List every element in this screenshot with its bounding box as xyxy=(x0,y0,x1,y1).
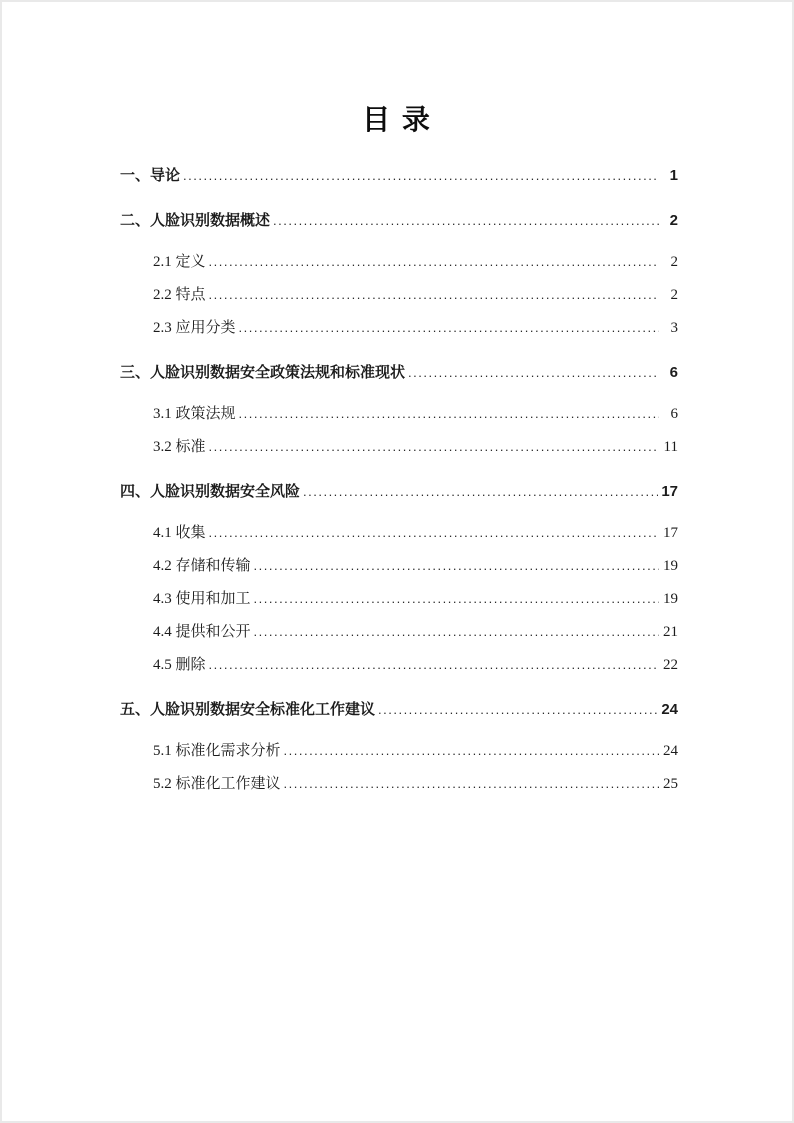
toc-entry-label: 3.2 标准 xyxy=(153,439,206,455)
toc-entry xyxy=(120,435,678,468)
dot-leader xyxy=(209,287,659,302)
toc-entry-label: 5.1 标准化需求分析 xyxy=(153,743,281,759)
dot-leader xyxy=(284,776,659,791)
toc-entry xyxy=(120,316,678,349)
toc-entry xyxy=(120,361,678,394)
toc-entry-page: 19 xyxy=(663,591,678,607)
dot-leader xyxy=(303,484,658,499)
dot-leader xyxy=(209,657,659,672)
toc-entry-page: 19 xyxy=(663,558,678,574)
toc-entry xyxy=(120,402,678,435)
toc-entry-label: 一、导论 xyxy=(120,167,181,184)
toc-entry-label: 4.3 使用和加工 xyxy=(153,591,251,607)
toc-entry-page: 17 xyxy=(663,525,678,541)
toc-entry xyxy=(120,698,678,731)
toc-entry-label: 4.1 收集 xyxy=(153,525,206,541)
toc-entry-label: 2.3 应用分类 xyxy=(153,320,236,336)
toc-entry-page: 1 xyxy=(669,167,678,184)
toc-entry-page: 17 xyxy=(661,483,678,500)
toc-entry-label: 4.2 存储和传输 xyxy=(153,558,251,574)
toc-entry-label: 三、人脸识别数据安全政策法规和标准现状 xyxy=(120,364,406,381)
toc-list xyxy=(2,164,792,805)
toc-entry-page: 2 xyxy=(670,254,678,270)
toc-entry xyxy=(120,653,678,686)
toc-entry xyxy=(120,480,678,513)
toc-entry-label: 2.1 定义 xyxy=(153,254,206,270)
toc-entry-label: 四、人脸识别数据安全风险 xyxy=(120,483,301,500)
dot-leader xyxy=(209,254,659,269)
toc-entry-page: 11 xyxy=(663,439,678,455)
dot-leader xyxy=(209,439,659,454)
toc-entry-page: 21 xyxy=(663,624,678,640)
toc-entry xyxy=(120,283,678,316)
dot-leader xyxy=(254,624,659,639)
toc-entry-label: 5.2 标准化工作建议 xyxy=(153,776,281,792)
toc-entry xyxy=(120,620,678,653)
toc-entry-page: 6 xyxy=(670,406,678,422)
toc-entry-label: 2.2 特点 xyxy=(153,287,206,303)
toc-entry xyxy=(120,554,678,587)
toc-entry-page: 3 xyxy=(670,320,678,336)
dot-leader xyxy=(273,213,659,228)
toc-entry-page: 24 xyxy=(661,701,678,718)
toc-entry xyxy=(120,739,678,772)
dot-leader xyxy=(254,591,659,606)
toc-entry-label: 二、人脸识别数据概述 xyxy=(120,212,271,229)
toc-entry-label: 4.5 删除 xyxy=(153,657,206,673)
toc-entry xyxy=(120,250,678,283)
toc-entry xyxy=(120,521,678,554)
dot-leader xyxy=(284,743,659,758)
toc-entry-page: 2 xyxy=(669,212,678,229)
toc-entry-label: 4.4 提供和公开 xyxy=(153,624,251,640)
toc-entry xyxy=(120,164,678,197)
toc-entry xyxy=(120,587,678,620)
toc-entry xyxy=(120,772,678,805)
dot-leader xyxy=(239,320,659,335)
toc-entry-page: 25 xyxy=(663,776,678,792)
toc-entry xyxy=(120,209,678,242)
toc-entry-page: 6 xyxy=(669,364,678,381)
page-title: 目 录 xyxy=(362,104,432,135)
toc-entry-page: 2 xyxy=(670,287,678,303)
dot-leader xyxy=(209,525,659,540)
toc-entry-page: 22 xyxy=(663,657,678,673)
toc-entry-label: 3.1 政策法规 xyxy=(153,406,236,422)
toc-entry-page: 24 xyxy=(663,743,678,759)
dot-leader xyxy=(183,168,659,183)
dot-leader xyxy=(254,558,659,573)
toc-entry-label: 五、人脸识别数据安全标准化工作建议 xyxy=(120,701,376,718)
dot-leader xyxy=(408,365,659,380)
dot-leader xyxy=(239,406,659,421)
dot-leader xyxy=(378,702,658,717)
